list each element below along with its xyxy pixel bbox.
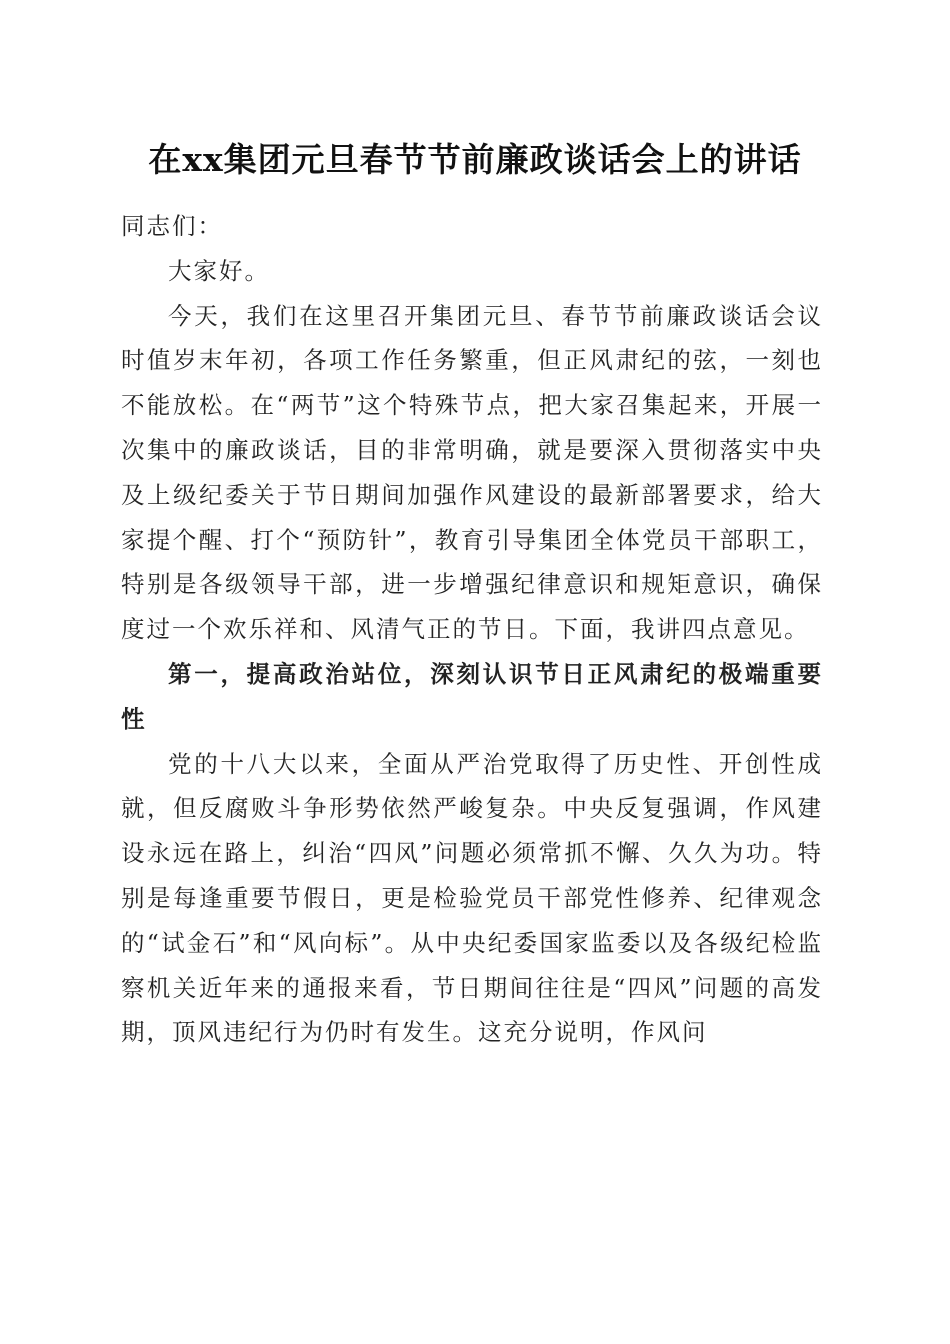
document-body [121,204,823,1055]
paragraph-section-one: 党的十八大以来，全面从严治党取得了历史性、开创性成就，但反腐败斗争形势依然严峻复杂。中央反复强调，作风建设永远在路上，纠治“四风”问题必须常抓不懈、久久为功。特别是每逢重要节假日，更是检验党员干部党性修养、纪律观念的“试金石”和“风向标”。从中央纪委国家监委以及各级纪检监察机关近年来的通报来看，节日期间往往是“四风”问题的高发期，顶风违纪行为仍时有发生。这充分说明，作风问 [121,749,823,1047]
salutation: 同志们： [121,212,223,240]
document-title: 在xx集团元旦春节节前廉政谈话会上的讲话 [148,140,802,179]
paragraph-greeting: 大家好。 [168,256,270,285]
section-heading: 第一，提高政治站位，深刻认识节日正风肃纪的极端重要性 [121,659,823,733]
paragraph-intro: 今天，我们在这里召开集团元旦、春节节前廉政谈话会议时值岁末年初，各项工作任务繁重，但正风肃纪的弦，一刻也不能放松。在“两节”这个特殊节点，把大家召集起来，开展一次集中的廉政谈话，目的非常明确，就是要深入贯彻落实中央及上级纪委关于节日期间加强作风建设的最新部署要求，给大家提个醒、打个“预防针”，教育引导集团全体党员干部职工，特别是各级领导干部，进一步增强纪律意识和规矩意识，确保度过一个欢乐祥和、风清气正的节日。下面，我讲四点意见。 [121,301,823,644]
